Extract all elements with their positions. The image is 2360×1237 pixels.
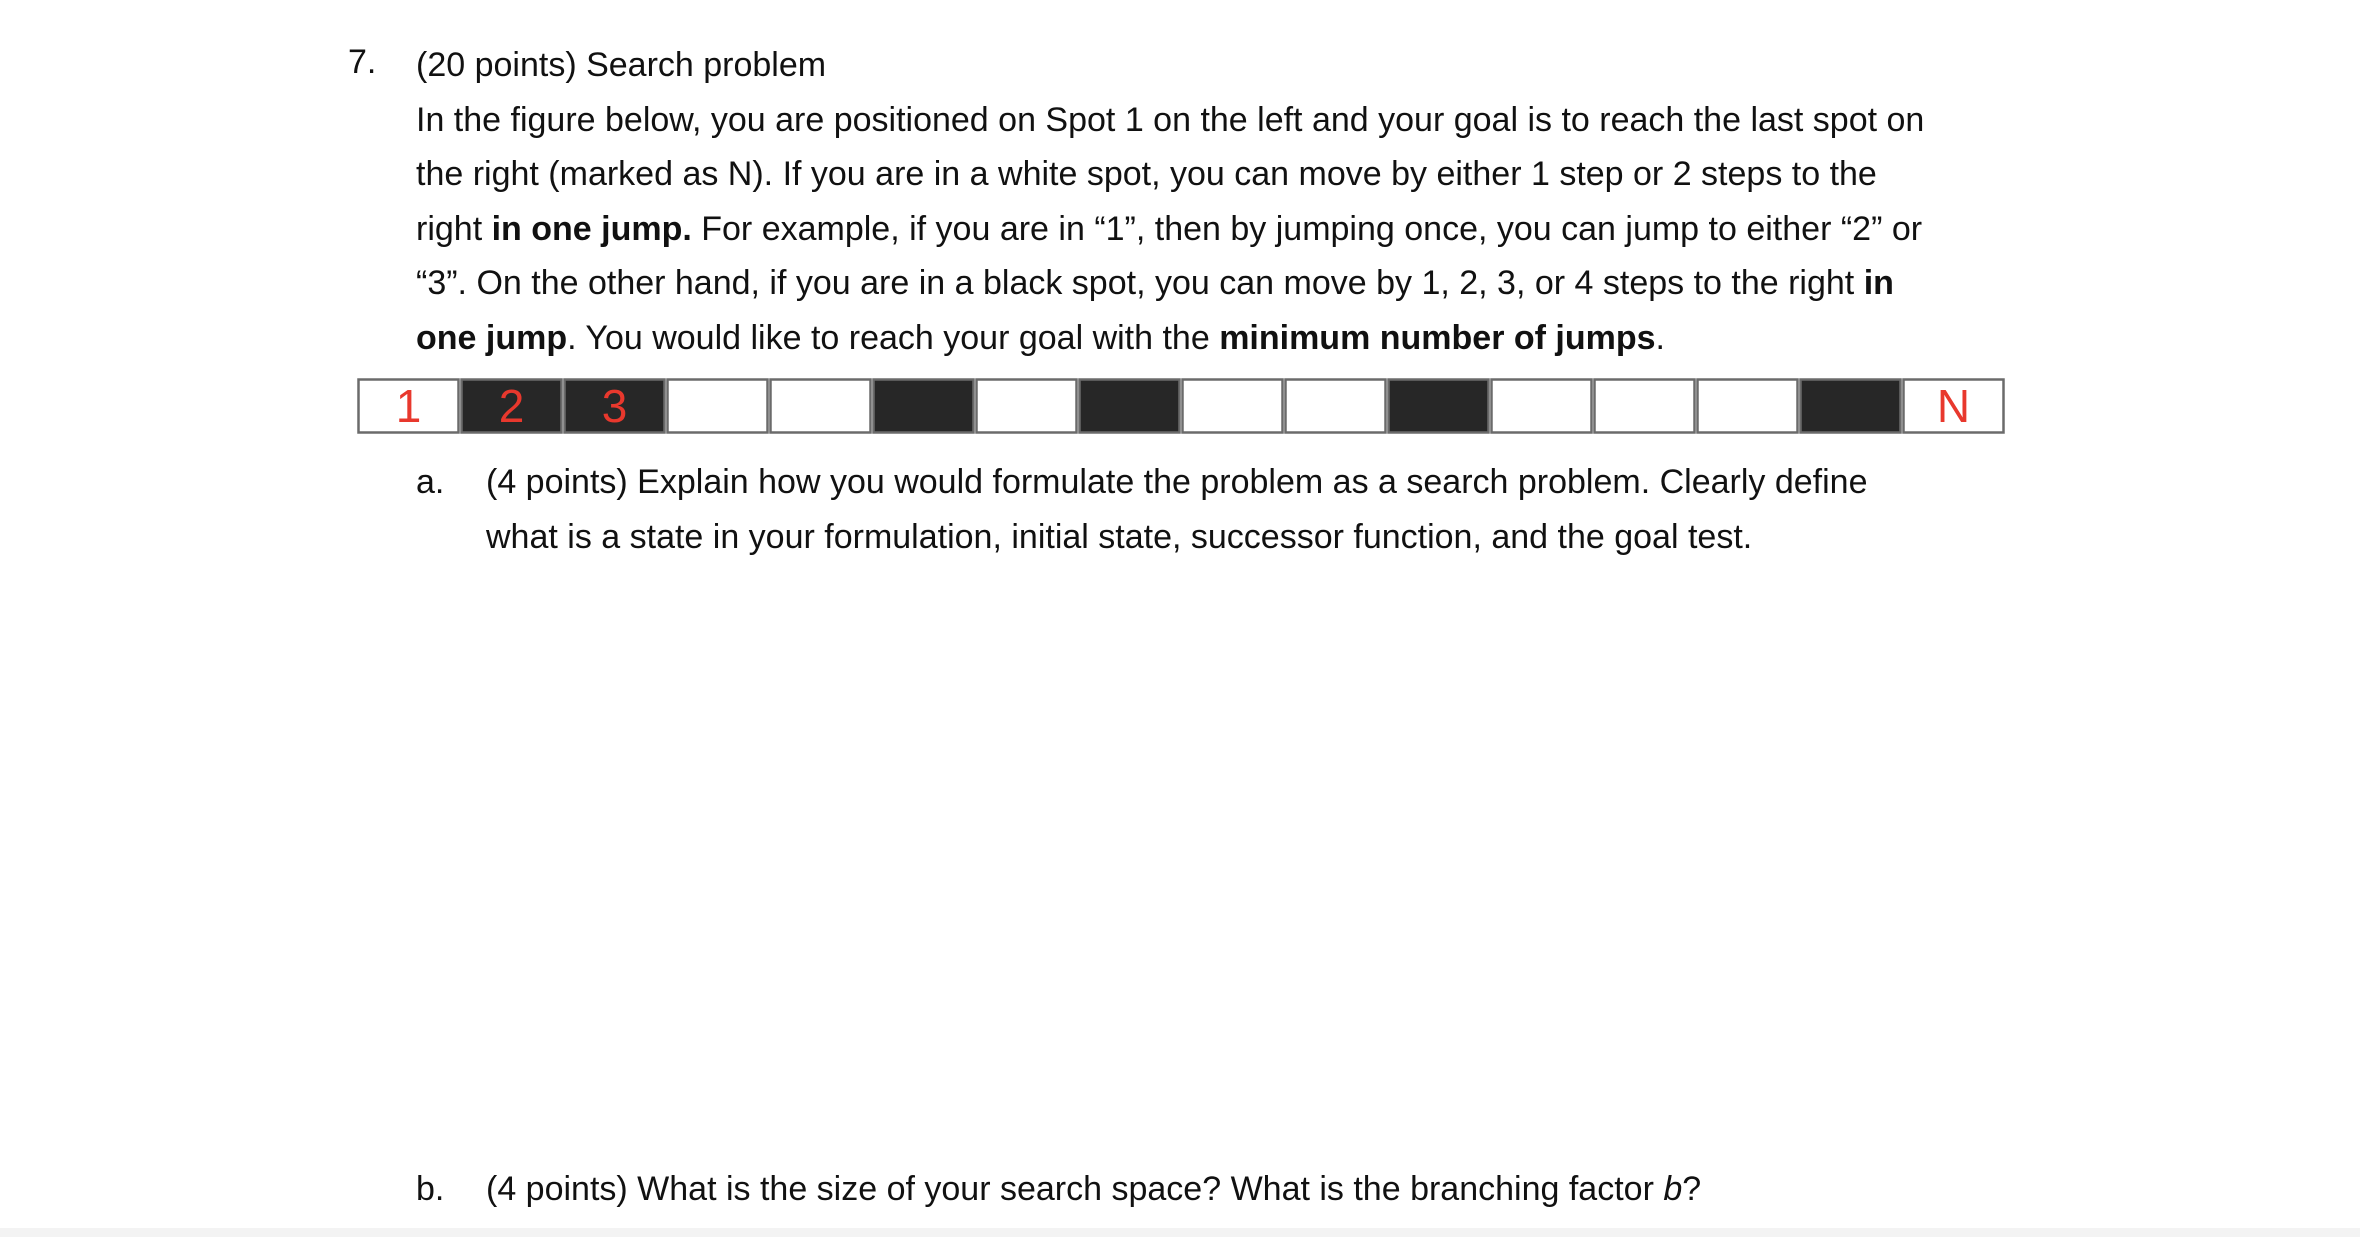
question-line-3-bold: in one jump. <box>491 209 692 248</box>
spot-cell-14 <box>1698 380 1798 433</box>
question-line-5 <box>416 311 2016 366</box>
spot-white-rect <box>977 380 1077 433</box>
question-line-4-bold: in <box>1863 264 1894 302</box>
part-a-letter: a. <box>416 463 445 501</box>
spot-cell-10 <box>1286 380 1386 433</box>
question-title: (20 points) Search problem <box>416 46 827 84</box>
spot-cell-2 <box>462 380 562 433</box>
question-line-3-end: For example, if you are in “1”, then by jumping once, you can jump to either “2” or <box>691 209 1923 248</box>
spot-white-rect <box>1595 380 1695 433</box>
part-a-line-2: what is a state in your formulation, initial state, successor function, and the goal test. <box>486 517 1753 556</box>
spots-strip-figure <box>357 378 2005 434</box>
spot-cell-15 <box>1801 380 1901 433</box>
spot-cell-4 <box>668 380 768 433</box>
part-b-letter: b. <box>416 1170 445 1208</box>
part-a-line-1: (4 points) Explain how you would formulate the problem as a search problem. Clearly define <box>486 463 1868 501</box>
spot-black-rect <box>1389 380 1489 433</box>
spot-cell-8 <box>1080 380 1180 433</box>
question-line-3 <box>416 202 2016 257</box>
spot-cell-16 <box>1904 380 2004 433</box>
part-b-text-start: (4 points) What is the size of your search space? What is the branching factor <box>486 1170 1664 1208</box>
spot-label: 2 <box>498 380 525 432</box>
spot-cell-9 <box>1183 380 1283 433</box>
spot-white-rect <box>771 380 871 433</box>
question-line-4-start: “3”. On the other hand, if you are in a black spot, you can move by 1, 2, 3, or 4 steps to the right <box>416 264 1864 302</box>
spot-cell-12 <box>1492 380 1592 433</box>
part-b-text <box>486 1162 1701 1217</box>
question-number: 7. <box>348 43 377 81</box>
spot-white-rect <box>668 380 768 433</box>
question-line-3-start: right <box>416 209 492 248</box>
spot-cell-11 <box>1389 380 1489 433</box>
question-line-2: the right (marked as N). If you are in a white spot, you can move by either 1 step or 2 steps to the <box>416 155 1877 193</box>
question-line-5-bold-2: minimum number of jumps <box>1219 318 1656 357</box>
spot-cell-13 <box>1595 380 1695 433</box>
spot-cell-7 <box>977 380 1077 433</box>
spot-black-rect <box>874 380 974 433</box>
question-line-1: In the figure below, you are positioned on Spot 1 on the left and your goal is to reach the last spot on <box>416 100 1925 139</box>
question-line-5-middle: . You would like to reach your goal with the <box>567 318 1220 357</box>
spot-cell-1 <box>359 380 459 433</box>
spots-strip-svg <box>357 378 2005 434</box>
question-line-5-bold-1: one jump <box>416 318 568 357</box>
spot-label: 3 <box>601 380 628 432</box>
part-b-variable: b <box>1663 1170 1683 1208</box>
spot-white-rect <box>1286 380 1386 433</box>
spot-white-rect <box>1183 380 1283 433</box>
question-line-4 <box>416 256 2016 311</box>
spot-label: N <box>1936 380 1971 432</box>
spot-white-rect <box>1698 380 1798 433</box>
spot-black-rect <box>1801 380 1901 433</box>
question-body <box>416 38 2016 365</box>
question-line-5-end: . <box>1655 318 1665 357</box>
spot-cell-6 <box>874 380 974 433</box>
spot-white-rect <box>1492 380 1592 433</box>
part-a-text <box>486 455 2046 564</box>
spot-cell-3 <box>565 380 665 433</box>
spot-label: 1 <box>395 380 422 432</box>
page-bottom-edge <box>0 1228 2360 1237</box>
spot-black-rect <box>1080 380 1180 433</box>
spot-cell-5 <box>771 380 871 433</box>
part-b-text-end: ? <box>1682 1170 1702 1208</box>
